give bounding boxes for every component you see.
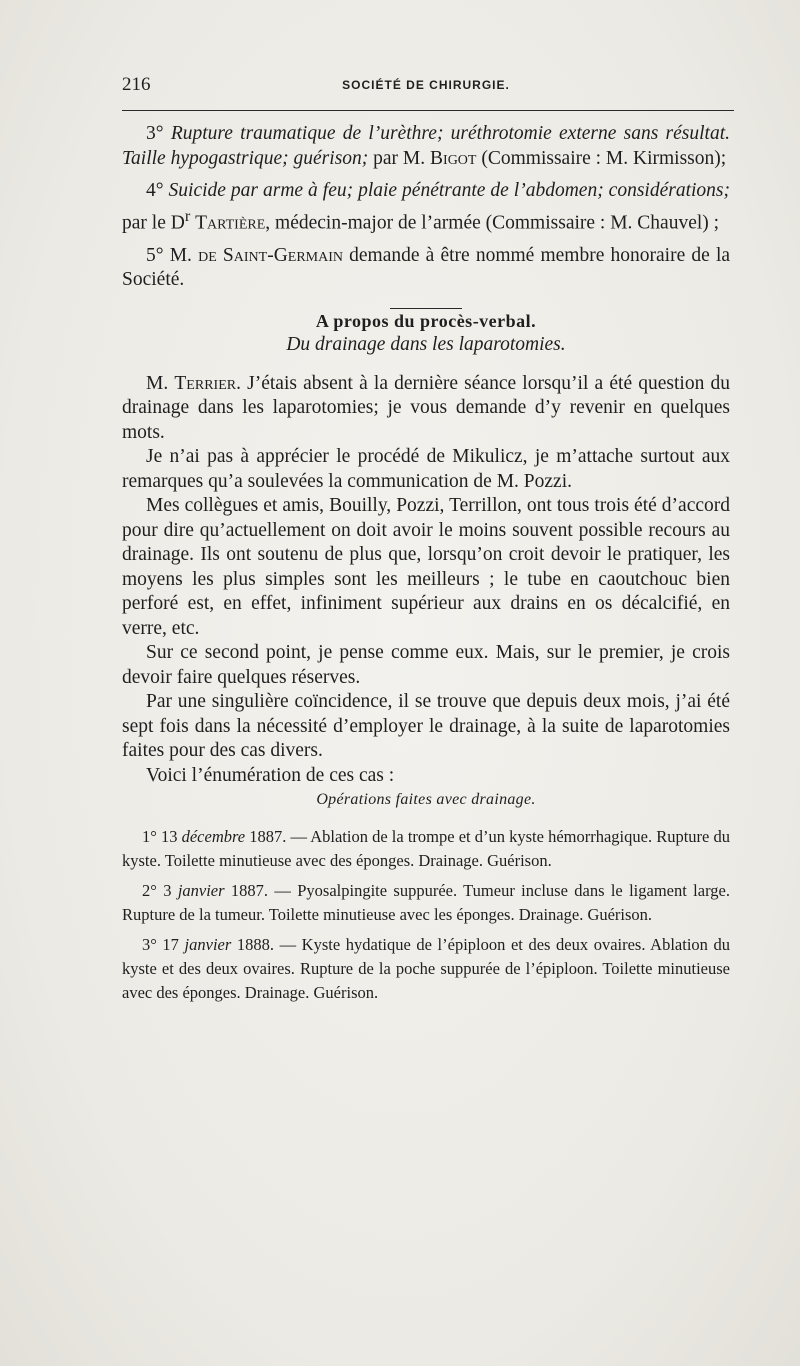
case-1 (122, 825, 730, 873)
speaker-name: Terrier (174, 372, 237, 394)
item-5-rest: demande à être nommé membre honoraire de la Société. (122, 244, 731, 290)
case-1-month: décembre (181, 826, 246, 846)
paragraph-5: Par une singulière coïncidence, il se trouve que depuis deux mois, j’ai été sept fois dans la nécessité d’employer le drainage, à la suite de laparotomies faites pour des cas divers. (122, 691, 730, 761)
item-4-number: 4° (146, 180, 164, 201)
running-title: SOCIÉTÉ DE CHIRURGIE. (342, 78, 510, 92)
item-4-title: Suicide par arme à feu; plaie pénétrante de l’abdomen; considérations; (168, 180, 730, 201)
item-3-title: Rupture traumatique de l’urèthre; uréthrotomie externe sans résultat. Taille hypogastrique; guérison; (122, 123, 730, 169)
item-5-pre: M. (169, 244, 199, 266)
case-3-text: 1888. — Kyste hydatique de l’épiploon et des deux ovaires. Ablation du kyste et des deux ovaires. Rupture de la poche suppurée de l’épiploon. Toilette minutieuse avec des éponges. Drainage. Guérison. (122, 934, 730, 1002)
item-4-author: Tartière (195, 212, 266, 233)
case-2 (122, 879, 730, 927)
page-body (122, 122, 730, 1005)
operations-list (122, 825, 730, 1005)
paragraph-1 (122, 372, 730, 446)
case-3 (122, 933, 730, 1005)
item-5-number: 5° (146, 244, 164, 266)
p1-pre: M. (146, 372, 175, 394)
case-2-month: janvier (177, 880, 225, 900)
paragraph-6: Voici l’énumération de ces cas : (146, 764, 395, 786)
item-5 (122, 244, 730, 293)
case-2-number: 2° 3 (142, 880, 178, 900)
paragraph-3: Mes collègues et amis, Bouilly, Pozzi, Terrillon, ont tous trois été d’accord pour dire qu’actuellement on doit avoir le moins souvent possible recours au drainage. Ils ont soutenu de plus que, lorsqu’on croit devoir le pratiquer, les moyens les plus simples sont les meilleurs ; le tube en caoutchouc bien perforé est, en effet, infiniment supérieur aux drains en os décalcifié, en verre, etc. (122, 495, 730, 639)
item-5-particle: de (198, 244, 217, 266)
item-4-by: par le D (122, 212, 185, 233)
item-4-sup: r (184, 206, 191, 225)
case-3-number: 3° 17 (142, 934, 185, 954)
item-3-rest: (Commissaire : M. Kirmisson); (476, 147, 727, 169)
item-5-author: Saint-Germain (222, 244, 343, 266)
paragraph-4: Sur ce second point, je pense comme eux. Mais, sur le premier, je crois devoir faire quelques réserves. (122, 642, 730, 688)
case-3-month: janvier (184, 934, 232, 954)
operations-heading: Opérations faites avec drainage. (316, 791, 536, 808)
case-2-text: 1887. — Pyosalpingite suppurée. Tumeur incluse dans le ligament large. Rupture de la tumeur. Toilette minutieuse avec les éponges. Drainage. Guérison. (122, 880, 730, 924)
section-subheading: Du drainage dans les laparotomies. (286, 334, 566, 355)
item-4 (122, 179, 730, 236)
page-number: 216 (122, 74, 151, 95)
item-3-number: 3° (146, 123, 164, 144)
case-1-number: 1° 13 (142, 826, 182, 846)
p1-text: . J’étais absent à la dernière séance lorsqu’il a été question du drainage dans les laparotomies; je vous demande d’y revenir en quelques mots. (122, 372, 731, 443)
case-1-text: 1887. — Ablation de la trompe et d’un kyste hémorrhagique. Rupture du kyste. Toilette minutieuse avec des éponges. Drainage. Guérison. (122, 826, 730, 870)
header-rule (122, 110, 734, 111)
paragraph-2: Je n’ai pas à apprécier le procédé de Mikulicz, je m’attache surtout aux remarques qu’a soulevées la communication de M. Pozzi. (122, 446, 730, 492)
item-3 (122, 122, 730, 171)
item-4-rest: , médecin-major de l’armée (Commissaire : M. Chauvel) ; (265, 212, 720, 233)
item-3-by: par M. (368, 147, 431, 169)
running-header (122, 74, 730, 102)
section-heading: A propos du procès-verbal. (315, 310, 537, 331)
item-3-author: Bigot (430, 147, 477, 169)
